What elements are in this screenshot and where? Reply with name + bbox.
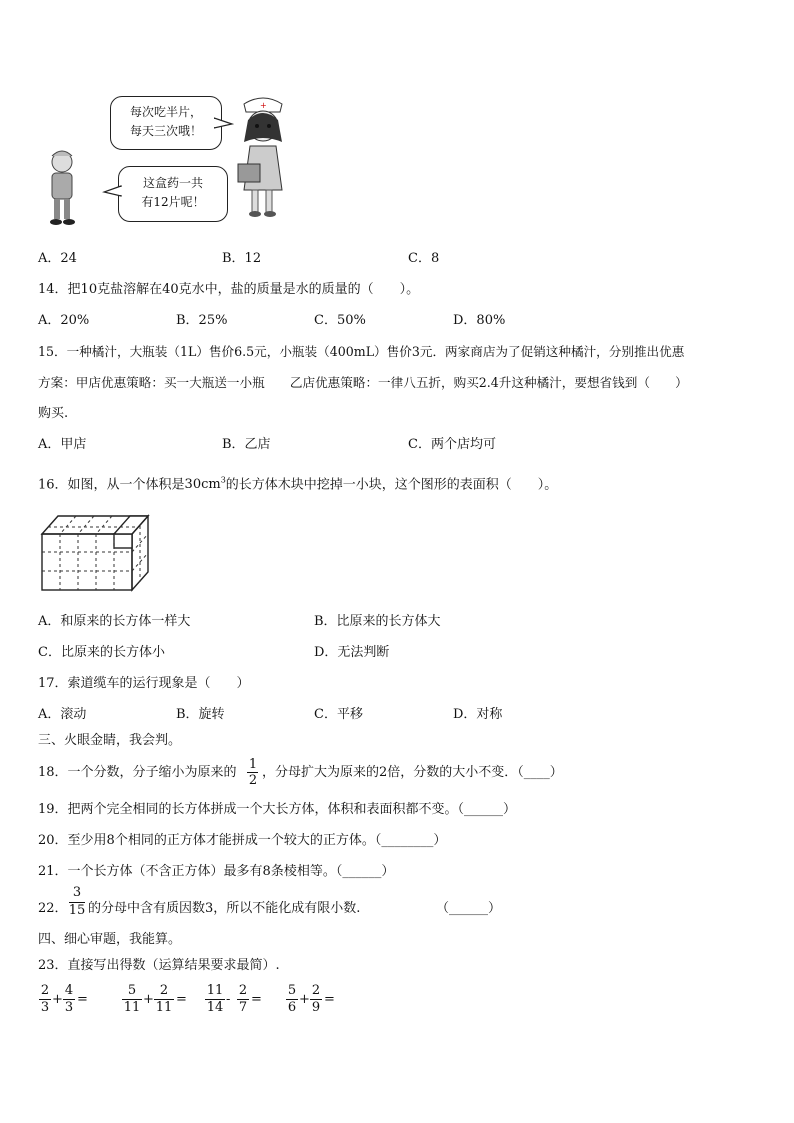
q23-expr-2-frac-a-num: 5 — [127, 983, 137, 998]
section-4-heading: 四、细心审题，我能算。 — [38, 932, 182, 947]
q23-expr-4-frac-b-num: 2 — [311, 983, 321, 998]
q16-option-d: D．无法判断 — [314, 645, 390, 660]
child-bubble-line-1: 这盒药一共 — [142, 176, 203, 190]
child-speech-bubble — [118, 166, 228, 222]
q14-option-c: C．50% — [314, 313, 366, 328]
q18-frac-num: 1 — [248, 757, 258, 772]
q16-option-b: B．比原来的长方体大 — [314, 614, 441, 629]
q23-expr-3-frac-a-num: 11 — [206, 983, 224, 998]
q14-option-d: D．80% — [453, 313, 506, 328]
q13-option-a: A．24 — [38, 251, 77, 266]
nurse-speech-bubble — [110, 96, 222, 150]
q23-expr-3-operator: - — [226, 992, 231, 1007]
q23-expr-2-operator: + — [143, 992, 154, 1007]
q16-option-c: C．比原来的长方体小 — [38, 645, 165, 660]
q23-expr-1-operator: + — [52, 992, 63, 1007]
bubble-tail — [102, 184, 122, 198]
q16-volume: $30cm^3$ — [184, 476, 226, 493]
q22-frac-num: 3 — [72, 885, 82, 900]
q23-expr-1-equals: = — [77, 992, 88, 1007]
q23-expr-3-frac-b-den: 7 — [238, 1000, 248, 1015]
q23-expr-4-frac-a-num: 5 — [287, 983, 297, 998]
q13-option-c: C．8 — [408, 251, 440, 266]
q23-expr-2-frac-a-den: 11 — [123, 1000, 141, 1015]
q14-text: 14．把10克盐溶解在40克水中，盐的质量是水的质量的（ ）。 — [38, 282, 420, 297]
q22-frac-den: 15 — [68, 903, 86, 918]
q17-option-b: B．旋转 — [176, 707, 225, 722]
q13-illustration — [38, 90, 298, 230]
q16-text-before: 16．如图，从一个体积是 — [38, 477, 185, 493]
cuboid-figure — [38, 510, 152, 596]
q21-text: 21．一个长方体（不含正方体）最多有8条棱相等。（______） — [38, 864, 395, 879]
nurse-bubble-line-1: 每次吃半片， — [129, 105, 202, 119]
q20-text: 20．至少用8个相同的正方体才能拼成一个较大的正方体。（________） — [38, 833, 447, 848]
q23-expr-3-frac-b-num: 2 — [238, 983, 248, 998]
q17-text: 17．索道缆车的运行现象是（ ） — [38, 676, 250, 691]
q22-label: 22． — [38, 901, 68, 916]
q18-text-after: ，分母扩大为原来的2倍，分数的大小不变．（____） — [262, 765, 563, 780]
q23-expr-3-equals: = — [251, 992, 262, 1007]
section-3-heading: 三、火眼金睛，我会判。 — [38, 733, 182, 748]
q23-expr-1-frac-b-den: 3 — [64, 1000, 74, 1015]
q15-option-b: B．乙店 — [222, 437, 271, 452]
q17-option-a: A．滚动 — [38, 707, 87, 722]
q15-option-a: A．甲店 — [38, 437, 87, 452]
q23-expr-2-frac-b-num: 2 — [159, 983, 169, 998]
q15-line-1: 15．一种橘汁，大瓶装（1L）售价6.5元，小瓶装（400mL）售价3元．两家商店为了促销这种橘汁，分别推出优惠 — [38, 344, 685, 359]
q23-expr-3-frac-a-den: 14 — [206, 1000, 224, 1015]
child-bubble-line-2: 有12片呢！ — [141, 195, 205, 209]
q15-option-c: C．两个店均可 — [408, 437, 496, 452]
q23-expr-4-equals: = — [324, 992, 335, 1007]
q14-option-b: B．25% — [176, 313, 228, 328]
child-figure — [40, 148, 86, 230]
q15-line-3: 购买. — [38, 406, 69, 421]
q17-option-c: C．平移 — [314, 707, 363, 722]
svg-text:+: + — [260, 101, 267, 110]
nurse-figure — [230, 90, 296, 220]
q23-expr-1-frac-b-num: 4 — [64, 983, 74, 998]
q18-frac-den: 2 — [248, 773, 258, 788]
q23-expr-2-equals: = — [176, 992, 187, 1007]
q23-expr-4-operator: + — [299, 992, 310, 1007]
nurse-bubble-line-2: 每天三次哦！ — [129, 124, 202, 138]
q16-text — [38, 473, 557, 493]
q16-option-a: A．和原来的长方体一样大 — [38, 614, 191, 629]
q19-text: 19．把两个完全相同的长方体拼成一个大长方体，体积和表面积都不变。（______） — [38, 802, 517, 817]
q22-text: 的分母中含有质因数3，所以不能化成有限小数. — [88, 901, 361, 916]
q23-expr-1-frac-a-num: 2 — [40, 983, 50, 998]
q23-text: 23．直接写出得数（运算结果要求最简）. — [38, 958, 280, 973]
q14-option-a: A．20% — [38, 313, 90, 328]
q16-text-after: 的长方体木块中挖掉一小块，这个图形的表面积（ ）。 — [225, 477, 558, 493]
q13-option-b: B．12 — [222, 251, 262, 266]
q15-line-2: 方案：甲店优惠策略：买一大瓶送一小瓶 乙店优惠策略：一律八五折，购买2.4升这种橘汁，要想省钱到（ ） — [38, 375, 688, 390]
q23-expr-4-frac-b-den: 9 — [311, 1000, 321, 1015]
q22-blank: （______） — [436, 901, 502, 916]
q23-expr-2-frac-b-den: 11 — [155, 1000, 173, 1015]
q17-option-d: D．对称 — [453, 707, 503, 722]
q23-expr-1-frac-a-den: 3 — [40, 1000, 50, 1015]
q23-expr-4-frac-a-den: 6 — [287, 1000, 297, 1015]
q18-text-before: 18．一个分数，分子缩小为原来的 — [38, 765, 237, 780]
